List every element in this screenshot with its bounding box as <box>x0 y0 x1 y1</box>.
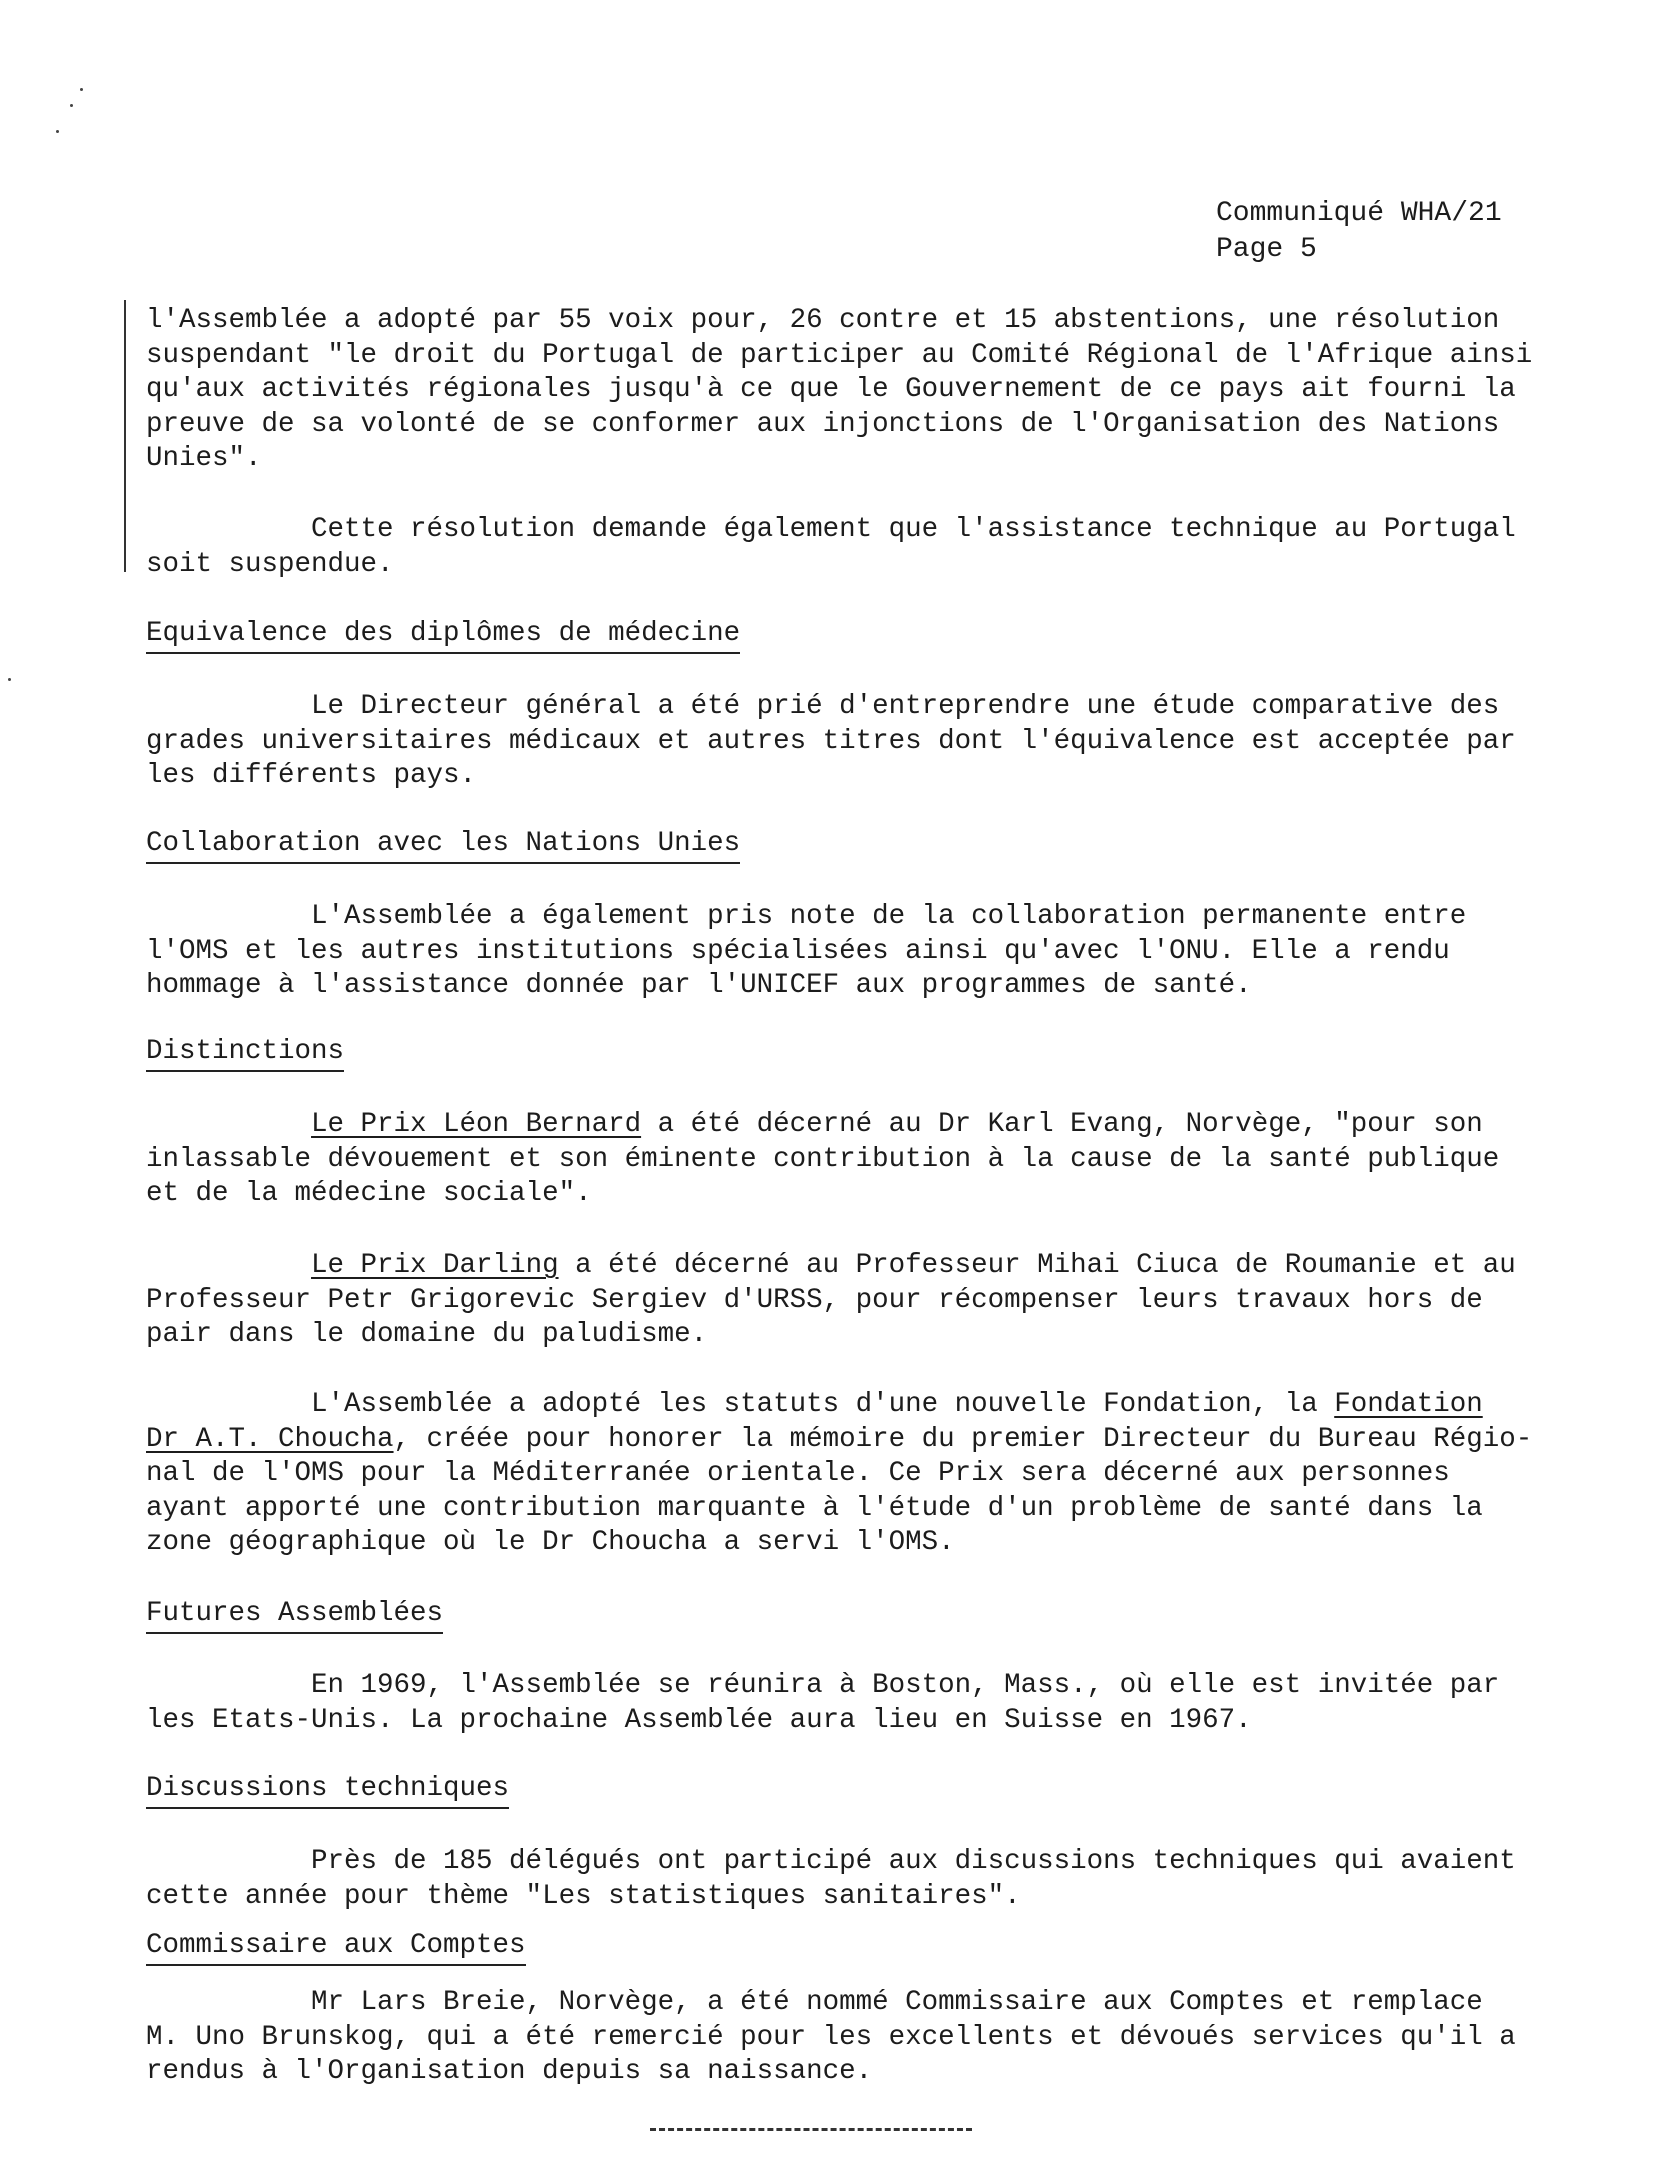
paragraph-line: cette année pour thème "Les statistiques sanitaires". <box>146 1880 1021 1912</box>
scan-speck <box>56 130 59 133</box>
paragraph-text: a été décerné au Professeur Mihai Ciuca de Roumanie et au <box>558 1250 1516 1281</box>
distinction-bernard-paragraph <box>146 1108 1566 1212</box>
paragraph-line: zone géographique où le Dr Choucha a servi l'OMS. <box>146 1527 955 1558</box>
indent <box>146 1109 311 1140</box>
paragraph-line: rendus à l'Organisation depuis sa naissance. <box>146 2056 873 2087</box>
paragraph-line: Le Directeur général a été prié d'entreprendre une étude comparative des <box>146 691 1500 722</box>
paragraph-line: l'OMS et les autres institutions spécialisées ainsi qu'avec l'ONU. Elle a rendu <box>146 935 1450 967</box>
prize-darling: Le Prix Darling <box>311 1250 559 1281</box>
page-header <box>1216 196 1502 268</box>
scan-speck <box>80 88 83 91</box>
paragraph-line: nal de l'OMS pour la Méditerranée orientale. Ce Prix sera décerné aux personnes <box>146 1458 1450 1489</box>
fondation-name: Dr A.T. Choucha <box>146 1423 394 1455</box>
heading-discussions: Discussions techniques <box>146 1772 509 1809</box>
futures-paragraph <box>146 1669 1566 1738</box>
paragraph-text: L'Assemblée a adopté les statuts d'une nouvelle Fondation, la <box>146 1389 1335 1420</box>
intro-line: soit suspendue. <box>146 548 394 580</box>
distinction-darling-paragraph <box>146 1249 1566 1353</box>
intro-paragraph-2 <box>146 513 1566 582</box>
heading-futures: Futures Assemblées <box>146 1597 443 1634</box>
paragraph-line: pair dans le domaine du paludisme. <box>146 1319 708 1350</box>
intro-line: qu'aux activités régionales jusqu'à ce que le Gouvernement de ce pays ait fourni la <box>146 374 1516 405</box>
intro-line: suspendant "le droit du Portugal de participer au Comité Régional de l'Afrique ainsi <box>146 339 1533 371</box>
margin-change-bar <box>124 300 126 572</box>
paragraph-line <box>146 1249 1566 1284</box>
heading-distinctions: Distinctions <box>146 1035 344 1072</box>
intro-line: l'Assemblée a adopté par 55 voix pour, 26 contre et 15 abstentions, une résolution <box>146 305 1500 336</box>
paragraph-line: L'Assemblée a également pris note de la collaboration permanente entre <box>146 901 1467 932</box>
heading-commissaire: Commissaire aux Comptes <box>146 1929 526 1966</box>
paragraph-line <box>146 1108 1566 1143</box>
paragraph-line: les Etats-Unis. La prochaine Assemblée aura lieu en Suisse en 1967. <box>146 1704 1252 1736</box>
paragraph-line: inlassable dévouement et son éminente contribution à la cause de la santé publique <box>146 1143 1500 1175</box>
paragraph-line: Près de 185 délégués ont participé aux discussions techniques qui avaient <box>146 1846 1516 1877</box>
scan-speck <box>70 104 73 107</box>
fondation-label: Fondation <box>1334 1389 1483 1420</box>
intro-line: preuve de sa volonté de se conformer aux injonctions de l'Organisation des Nations <box>146 408 1500 440</box>
scan-speck <box>8 678 11 681</box>
paragraph-line: En 1969, l'Assemblée se réunira à Boston, Mass., où elle est invitée par <box>146 1670 1500 1701</box>
discussions-paragraph <box>146 1845 1566 1914</box>
paragraph-text: a été décerné au Dr Karl Evang, Norvège, "pour son <box>641 1109 1483 1140</box>
heading-equivalence: Equivalence des diplômes de médecine <box>146 617 740 654</box>
intro-paragraph <box>146 304 1566 477</box>
paragraph-line <box>146 1388 1566 1423</box>
distinction-choucha-paragraph <box>146 1388 1566 1561</box>
prize-leon-bernard: Le Prix Léon Bernard <box>311 1109 642 1140</box>
paragraph-line: Professeur Petr Grigorevic Sergiev d'URSS, pour récompenser leurs travaux hors de <box>146 1284 1483 1316</box>
paragraph-line <box>146 1423 1566 1458</box>
commissaire-paragraph <box>146 1986 1566 2090</box>
intro-line: Unies". <box>146 443 262 474</box>
paragraph-line: hommage à l'assistance donnée par l'UNICEF aux programmes de santé. <box>146 970 1252 1001</box>
indent <box>146 1250 311 1281</box>
paragraph-line: grades universitaires médicaux et autres titres dont l'équivalence est acceptée par <box>146 725 1516 757</box>
paragraph-line: M. Uno Brunskog, qui a été remercié pour les excellents et dévoués services qu'il a <box>146 2021 1516 2053</box>
communique-ref: Communiqué WHA/21 <box>1216 198 1502 229</box>
equivalence-paragraph <box>146 690 1566 794</box>
paragraph-line: les différents pays. <box>146 760 477 791</box>
collaboration-paragraph <box>146 900 1566 1004</box>
page-number: Page 5 <box>1216 234 1317 265</box>
heading-collaboration: Collaboration avec les Nations Unies <box>146 827 740 864</box>
intro-line: Cette résolution demande également que l'assistance technique au Portugal <box>146 514 1516 545</box>
end-of-document-rule <box>650 2128 972 2131</box>
paragraph-line: Mr Lars Breie, Norvège, a été nommé Commissaire aux Comptes et remplace <box>146 1987 1483 2018</box>
paragraph-text: , créée pour honorer la mémoire du premier Directeur du Bureau Régio- <box>393 1423 1533 1455</box>
paragraph-line: ayant apporté une contribution marquante à l'étude d'un problème de santé dans la <box>146 1492 1483 1524</box>
paragraph-line: et de la médecine sociale". <box>146 1178 592 1209</box>
